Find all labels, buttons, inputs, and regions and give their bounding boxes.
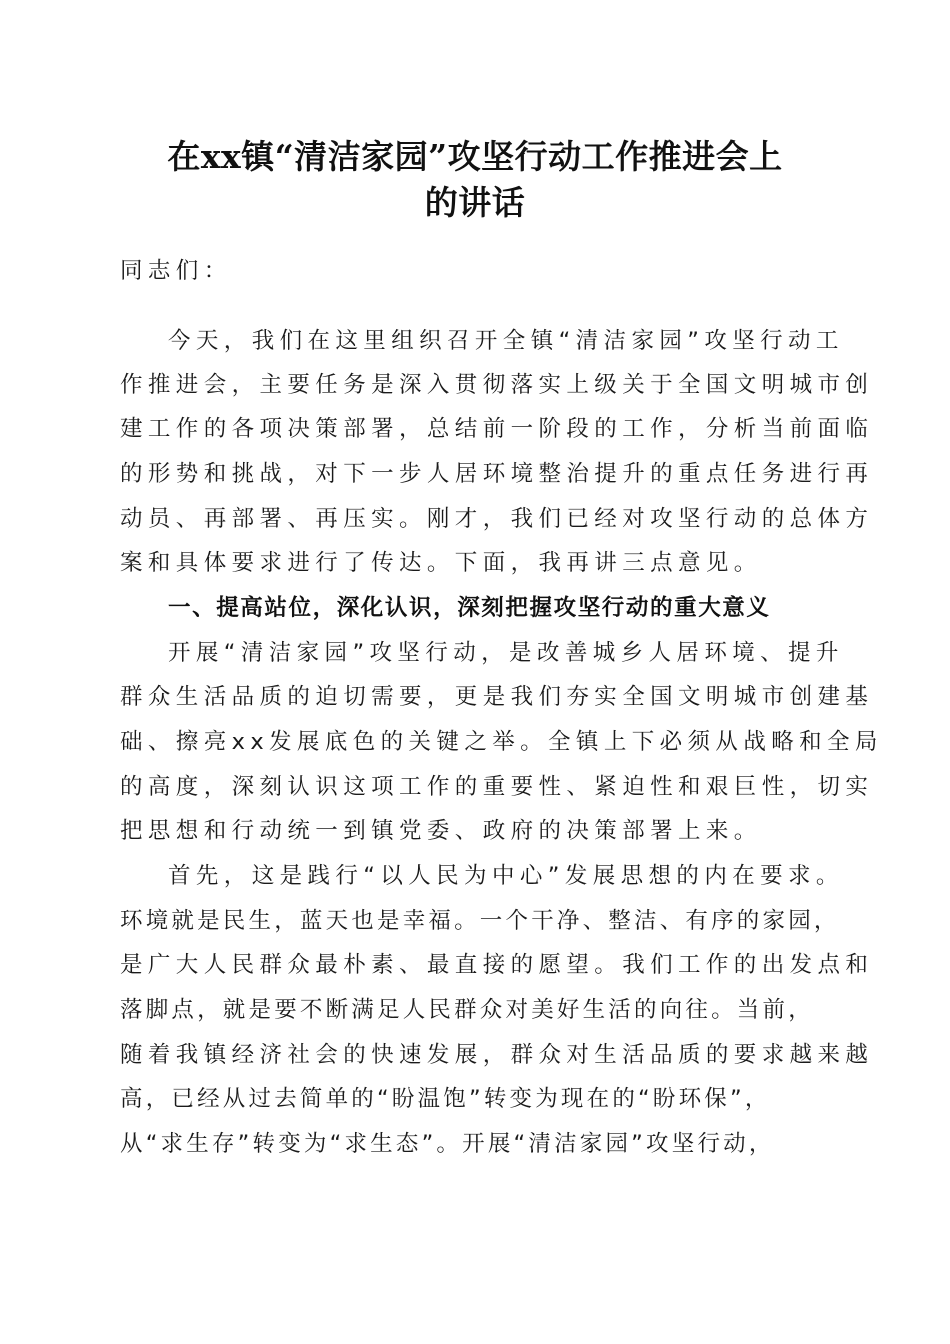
paragraph-line: 落脚点，就是要不断满足人民群众对美好生活的向往。当前， xyxy=(120,997,814,1023)
paragraph-line: 把思想和行动统一到镇党委、政府的决策部署上来。 xyxy=(120,818,762,844)
paragraph-line: 开展“清洁家园”攻坚行动，是改善城乡人居环境、提升 xyxy=(168,640,844,666)
paragraph-line: 作推进会，主要任务是深入贯彻落实上级关于全国文明城市创 xyxy=(120,372,874,398)
paragraph-line: 是广大人民群众最朴素、最直接的愿望。我们工作的出发点和 xyxy=(120,952,874,978)
salutation: 同志们： xyxy=(120,258,232,284)
paragraph-line: 群众生活品质的迫切需要，更是我们夯实全国文明城市创建基 xyxy=(120,684,874,710)
document-title xyxy=(118,134,832,226)
paragraph-line: 的形势和挑战，对下一步人居环境整治提升的重点任务进行再 xyxy=(120,461,874,487)
paragraph-line: 从“求生存”转变为“求生态”。开展“清洁家园”攻坚行动， xyxy=(120,1131,775,1157)
paragraph-line: 今天，我们在这里组织召开全镇“清洁家园”攻坚行动工 xyxy=(168,328,844,354)
title-line-1: 在xx镇“清洁家园”攻坚行动工作推进会上 xyxy=(167,137,783,176)
paragraph-line: 高，已经从过去简单的“盼温饱”转变为现在的“盼环保”， xyxy=(120,1086,771,1112)
section-heading: 一、提高站位，深化认识，深刻把握攻坚行动的重大意义 xyxy=(168,595,771,621)
paragraph-line: 环境就是民生，蓝天也是幸福。一个干净、整洁、有序的家园， xyxy=(120,908,840,934)
paragraph-line: 动员、再部署、再压实。刚才，我们已经对攻坚行动的总体方 xyxy=(120,506,874,532)
paragraph-line: 案和具体要求进行了传达。下面，我再讲三点意见。 xyxy=(120,550,762,576)
paragraph-line: 的高度，深刻认识这项工作的重要性、紧迫性和艰巨性，切实 xyxy=(120,774,874,800)
paragraph-line: 首先，这是践行“以人民为中心”发展思想的内在要求。 xyxy=(168,863,844,889)
paragraph-line: 建工作的各项决策部署，总结前一阶段的工作，分析当前面临 xyxy=(120,416,874,442)
paragraph-line: 础、擦亮xx发展底色的关键之举。全镇上下必须从战略和全局 xyxy=(120,729,883,755)
paragraph-line: 随着我镇经济社会的快速发展，群众对生活品质的要求越来越 xyxy=(120,1042,874,1068)
title-line-2: 的讲话 xyxy=(424,183,526,222)
